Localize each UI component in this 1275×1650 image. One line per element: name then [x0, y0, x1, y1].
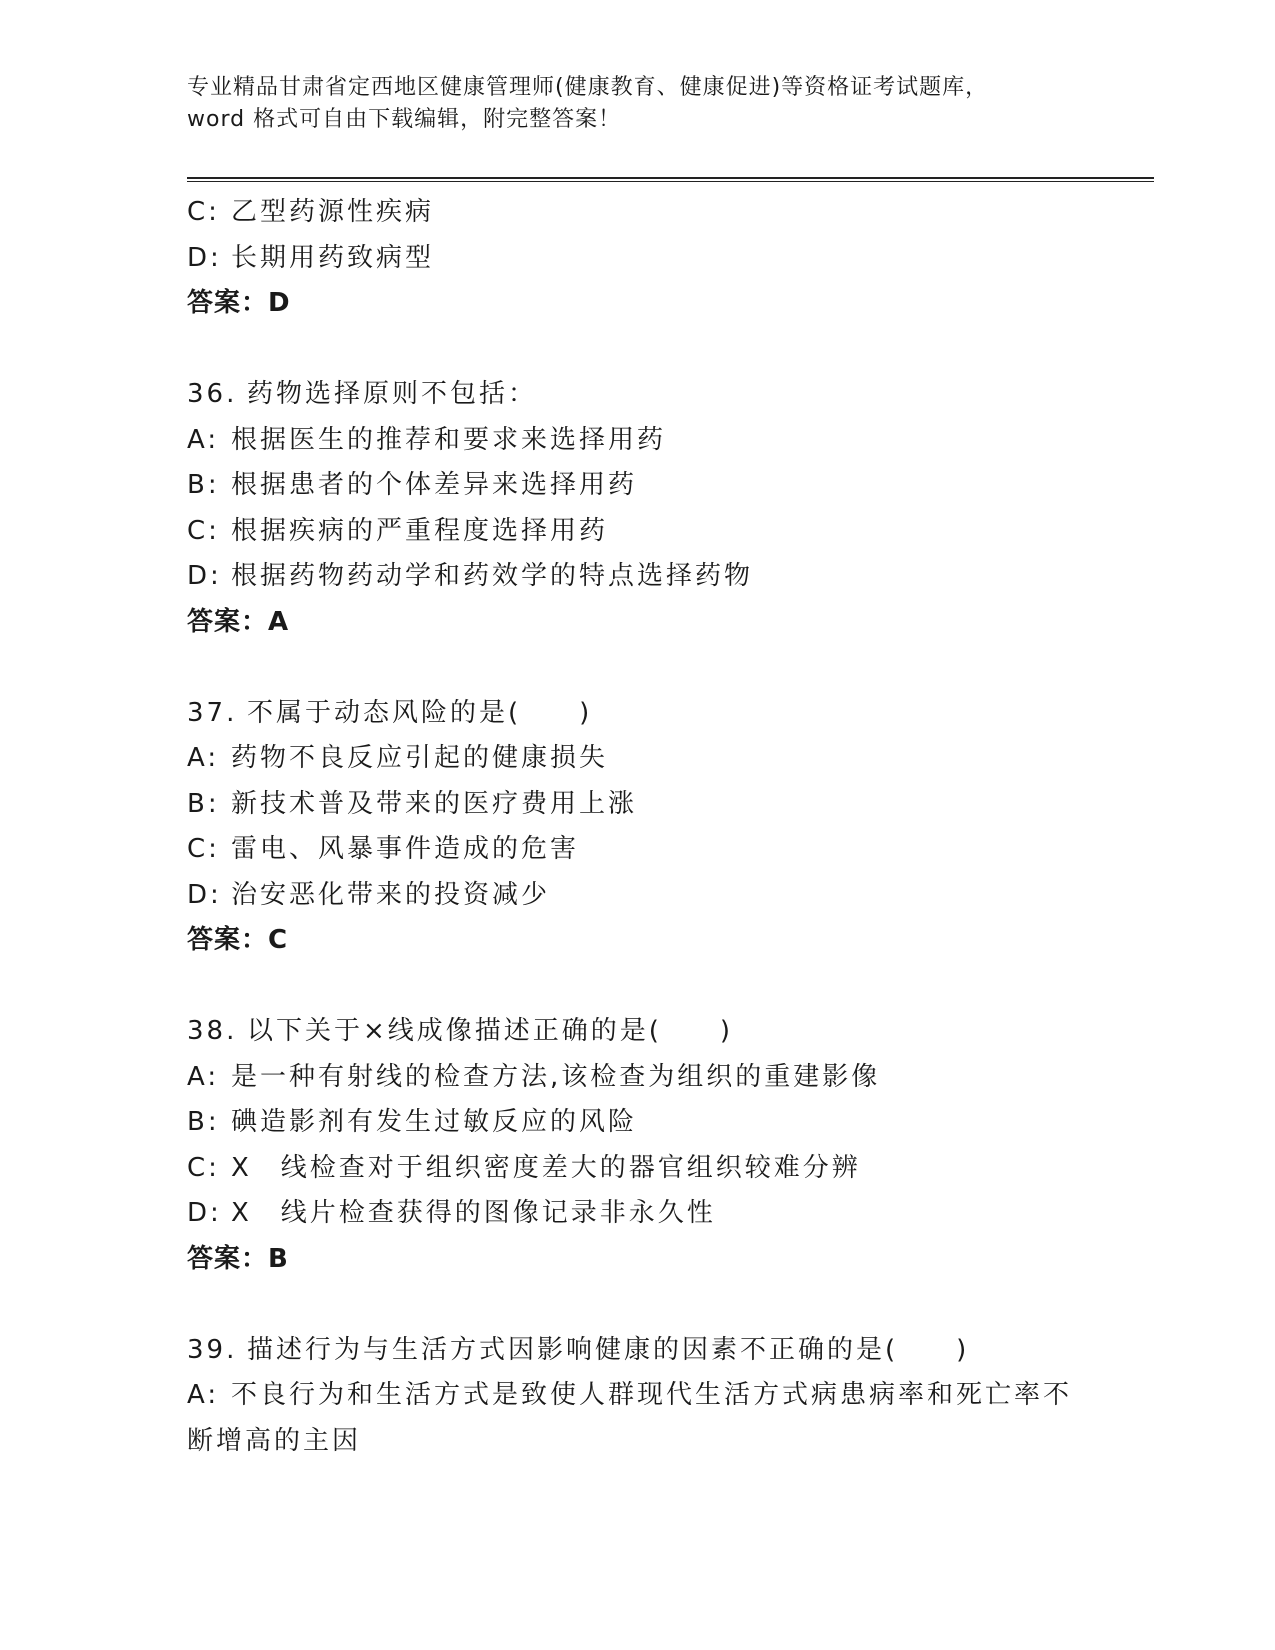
- option-c: [187, 1146, 1087, 1192]
- option-letter: D:: [187, 1198, 222, 1228]
- option-letter: A:: [187, 1380, 220, 1410]
- option-text: X 线片检查获得的图像记录非永久性: [231, 1198, 716, 1228]
- question-stem: [187, 372, 1087, 418]
- option-letter: C:: [187, 834, 220, 864]
- option-d: [187, 1191, 1087, 1237]
- option-text: 长期用药致病型: [231, 242, 435, 273]
- option-letter: A:: [187, 743, 220, 773]
- option-a: [187, 736, 1087, 782]
- question-stem: [187, 691, 1087, 737]
- option-text: 是一种有射线的检查方法,该检查为组织的重建影像: [231, 1061, 881, 1092]
- option-letter: A:: [187, 1061, 220, 1092]
- header-divider: [187, 177, 1154, 182]
- option-d: [187, 554, 1087, 600]
- option-c: [187, 827, 1087, 873]
- option-letter: A:: [187, 424, 220, 455]
- option-c: [187, 190, 1087, 236]
- option-a: [187, 418, 1087, 464]
- option-b: [187, 782, 1087, 828]
- option-text: 根据患者的个体差异来选择用药: [231, 470, 638, 500]
- option-text: 根据医生的推荐和要求来选择用药: [231, 424, 667, 455]
- header-line-1: 专业精品甘肃省定西地区健康管理师(健康教育、健康促进)等资格证考试题库，: [187, 75, 989, 100]
- option-b: [187, 463, 1087, 509]
- question-stem: [187, 1009, 1087, 1055]
- answer-line: 答案：A: [187, 606, 290, 637]
- question-stem: [187, 1328, 1087, 1374]
- option-letter: D:: [187, 879, 222, 910]
- option-d: [187, 873, 1087, 919]
- option-a: [187, 1055, 1087, 1101]
- option-letter: C:: [187, 197, 220, 227]
- question-number: 36.: [187, 379, 238, 409]
- question-text: 不属于动态风险的是( ): [247, 697, 593, 728]
- option-text: 碘造影剂有发生过敏反应的风险: [231, 1107, 638, 1137]
- option-d: [187, 236, 1087, 282]
- answer-line: 答案：D: [187, 288, 291, 318]
- option-letter: B:: [187, 470, 220, 500]
- question-text: 描述行为与生活方式因影响健康的因素不正确的是( ): [247, 1334, 970, 1365]
- question-number: 37.: [187, 697, 238, 728]
- option-text: 治安恶化带来的投资减少: [231, 879, 551, 910]
- option-letter: B:: [187, 1107, 220, 1137]
- answer-line: 答案：B: [187, 1243, 289, 1274]
- option-text: 药物不良反应引起的健康损失: [231, 743, 609, 773]
- option-b: [187, 1100, 1087, 1146]
- option-a: [187, 1373, 1087, 1419]
- option-text: 乙型药源性疾病: [231, 197, 435, 227]
- option-letter: B:: [187, 788, 220, 819]
- option-text: 雷电、风暴事件造成的危害: [231, 834, 580, 864]
- question-number: 38.: [187, 1016, 238, 1046]
- option-a-continuation: 断增高的主因: [187, 1425, 362, 1456]
- option-text: 不良行为和生活方式是致使人群现代生活方式病患病率和死亡率不: [231, 1380, 1073, 1410]
- option-text: X 线检查对于组织密度差大的器官组织较难分辨: [231, 1152, 861, 1183]
- question-text: 药物选择原则不包括：: [247, 379, 538, 409]
- option-letter: C:: [187, 1152, 220, 1183]
- header-line-2: word 格式可自由下载编辑，附完整答案！: [187, 107, 622, 132]
- option-text: 新技术普及带来的医疗费用上涨: [231, 788, 638, 819]
- question-text: 以下关于×线成像描述正确的是( ): [247, 1016, 734, 1046]
- option-text: 根据药物药动学和药效学的特点选择药物: [231, 561, 754, 591]
- option-letter: D:: [187, 561, 222, 591]
- option-letter: C:: [187, 515, 220, 546]
- document-header: [187, 72, 1087, 136]
- option-text: 根据疾病的严重程度选择用药: [231, 515, 609, 546]
- question-content: [187, 190, 1087, 1464]
- option-letter: D:: [187, 242, 222, 273]
- question-number: 39.: [187, 1334, 238, 1365]
- answer-line: 答案：C: [187, 925, 289, 955]
- option-c: [187, 509, 1087, 555]
